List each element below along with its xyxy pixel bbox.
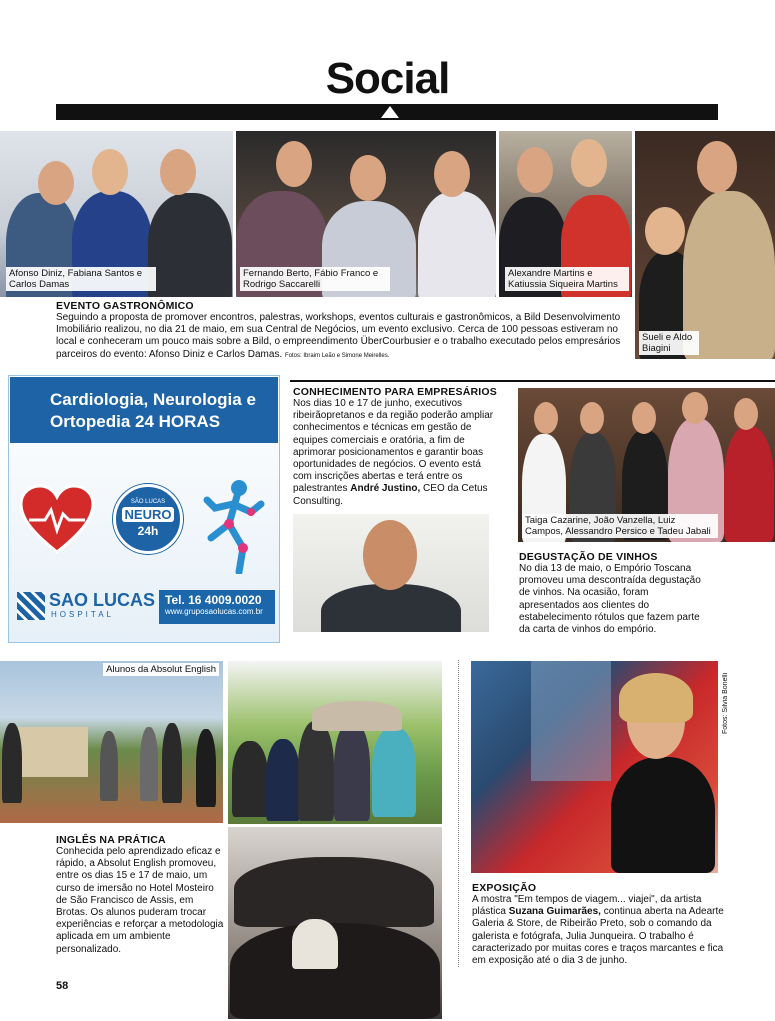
exposicao-heading: EXPOSIÇÃO [472, 882, 537, 894]
conhecimento-body: Nos dias 10 e 17 de junho, executivos ribeirãopretanos e da região poderão ampliar conhecimentos e técnicas em gestão de equipes comerciais e oratória, a fim de aprimorar posicionamentos e garantir boas oportunidades de negócios. O evento está com inscrições abertas e terá entre os palestrantes André Justino, CEO da Cetus Consulting. [293, 398, 494, 507]
photo-evento-4 [635, 131, 775, 359]
photo-caption: Taiga Cazarine, João Vanzella, Luiz Campos, Alessandro Persico e Tadeu Jabali [522, 514, 718, 538]
photo-ingles-1 [0, 661, 223, 823]
photo-caption: Sueli e Aldo Biagini [639, 331, 699, 355]
photo-caption: Fernando Berto, Fábio Franco e Rodrigo Saccarelli [240, 267, 390, 291]
photo-evento-1 [0, 131, 233, 297]
neuro-badge-icon: SÃO LUCAS NEURO 24h [113, 484, 183, 554]
photo-evento-2 [236, 131, 496, 297]
photo-caption: Alunos da Absolut English [103, 663, 219, 676]
ingles-body: Conhecida pelo aprendizado eficaz e rápido, a Absolut English promoveu, entre os dias 15 e 17 de maio, um curso de imersão no Hotel Mosteiro de São Francisco de Assis, em Brotas. Os alunos puderam trocar experiências e reforçar a metodologia aplicada em um ambiente personalizado. [56, 846, 224, 955]
ad-contact[interactable]: Tel. 16 4009.0020 www.gruposaolucas.com.br [159, 590, 275, 624]
exposicao-credit: Fotos: Silvia Bonelli [722, 672, 729, 734]
section-divider [290, 380, 775, 382]
evento-body: Seguindo a proposta de promover encontros, palestras, workshops, eventos culturais e gastronômicos, a Bild Desenvolvimento Imobiliário realizou, no dia 21 de maio, em sua Central de Negócios, um evento exclusivo. Cerca de 100 pessoas estiveram no local e conheceram um pouco mais sobre a Bild, o empreendimento ÜberCourbusier e o trabalho executado pelos empresários parceiros do evento: Afonso Diniz e Carlos Damas. Fotos: Ibraim Leão e Simone Meirelles. [56, 312, 621, 360]
ingles-heading: INGLÊS NA PRÁTICA [56, 834, 166, 846]
photo-andre-justino [293, 514, 489, 632]
degustacao-body: No dia 13 de maio, o Empório Toscana promoveu uma descontraída degustação de vinhos. Na ocasião, foram apresentados aos clientes do estabelecimento rótulos que fazem parte da carta de vinhos do empório. [519, 563, 701, 636]
conhecimento-heading: CONHECIMENTO PARA EMPRESÁRIOS [293, 386, 497, 398]
title-rule-notch [381, 106, 399, 118]
photo-degustacao [518, 388, 775, 542]
page-title: Social [325, 54, 450, 103]
evento-heading: EVENTO GASTRONÔMICO [56, 300, 194, 312]
photo-ingles-2 [228, 661, 442, 824]
hospital-logo: SAO LUCAS HOSPITAL [17, 588, 157, 628]
degustacao-heading: DEGUSTAÇÃO DE VINHOS [519, 551, 658, 563]
photo-caption: Alexandre Martins e Katiussia Siqueira Martins [505, 267, 629, 291]
hospital-ad[interactable] [8, 375, 280, 643]
heart-icon [19, 484, 95, 554]
page-number: 58 [56, 980, 69, 992]
runner-icon [199, 478, 269, 574]
photo-caption: Afonso Diniz, Fabiana Santos e Carlos Damas [6, 267, 156, 291]
photo-exposicao [471, 661, 718, 873]
exposicao-body: A mostra "Em tempos de viagem... viajei", da artista plástica Suzana Guimarães, continua aberta na Adearte Galeria & Store, de Ribeirão Preto, sob o comando da galerista e fotógrafa, Julia Junqueira. O trabalho é caracterizado por muitas cores e traços marcantes e fica em exposição até o dia 3 de junho. [472, 894, 724, 967]
column-divider [458, 660, 459, 967]
ad-headline: Cardiologia, Neurologia e Ortopedia 24 HORAS [10, 377, 278, 443]
photo-evento-3 [499, 131, 632, 297]
photo-ingles-3 [228, 827, 442, 1019]
evento-credit: Fotos: Ibraim Leão e Simone Meirelles. [285, 352, 390, 359]
